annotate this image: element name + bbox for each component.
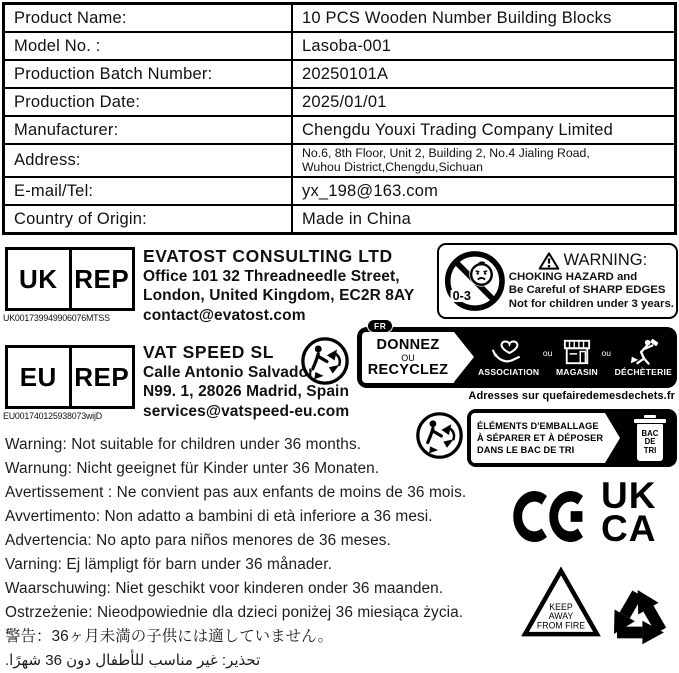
row-label: E-mail/Tel: bbox=[5, 178, 293, 204]
person-recycling-icon bbox=[624, 338, 662, 366]
ukca-bottom: CA bbox=[601, 508, 657, 549]
product-spec-table bbox=[2, 2, 677, 235]
keep-away-from-fire-icon bbox=[520, 566, 602, 638]
choking-line: Not for children under 3 years. bbox=[508, 297, 674, 310]
eu-rep-line: N99. 1, 28026 Madrid, Spain bbox=[143, 383, 350, 401]
bin-lid bbox=[634, 419, 666, 423]
uk-rep-code: UK001739949906076MTSS bbox=[3, 313, 110, 323]
choking-warning-box bbox=[437, 243, 678, 319]
emballage-line: DANS LE BAC DE TRI bbox=[477, 445, 575, 456]
table-row bbox=[5, 59, 674, 87]
donnez-recyclez-banner bbox=[357, 321, 677, 388]
row-label: Address: bbox=[5, 145, 293, 176]
emballage-line: À SÉPARER ET À DÉPOSER bbox=[477, 432, 604, 443]
warning-line-it: Avvertimento: Non adatto a bambini di età inferiore a 36 mesi. bbox=[5, 508, 433, 525]
adresses-footer-text: Adresses sur quefairedemesdechets.fr bbox=[468, 390, 675, 402]
magasin-option bbox=[556, 338, 598, 377]
fire-text-line: AWAY bbox=[548, 611, 574, 622]
uk-rep-line: Office 101 32 Threadneedle Street, bbox=[143, 268, 400, 285]
row-value: Chengdu Youxi Trading Company Limited bbox=[302, 120, 614, 139]
warning-line-ar: تحذير: غير مناسب للأطفال دون 36 شهرًا. bbox=[5, 652, 261, 669]
bin-label: DE bbox=[644, 437, 656, 447]
ce-mark-icon bbox=[513, 488, 589, 545]
age-range-text: 0-3 bbox=[452, 289, 471, 304]
row-value: Lasoba-001 bbox=[302, 36, 392, 55]
row-label: Production Date: bbox=[5, 89, 293, 115]
warning-line-fr: Avertissement : Ne convient pas aux enfants de moins de 36 mois. bbox=[5, 484, 467, 501]
arrow-tip bbox=[454, 332, 474, 382]
dechetterie-option bbox=[615, 338, 672, 377]
table-row bbox=[5, 5, 674, 31]
eu-rep-line: services@vatspeed-eu.com bbox=[143, 402, 350, 420]
table-row bbox=[5, 204, 674, 232]
warning-line-de: Warnung: Nicht geeignet für Kinder unter 36 Monaten. bbox=[5, 460, 380, 477]
bin-label: TRI bbox=[643, 445, 657, 455]
association-option bbox=[478, 338, 539, 377]
donnez-arrow-box bbox=[362, 332, 474, 383]
ou-line: OU bbox=[401, 352, 415, 363]
emballage-line: ÉLÉMENTS D'EMBALLAGE bbox=[477, 420, 599, 431]
donnez-options-row bbox=[478, 330, 672, 385]
uk-rep-info bbox=[143, 245, 414, 325]
uk-rep-right: REP bbox=[74, 263, 130, 294]
row-value: 10 PCS Wooden Number Building Blocks bbox=[302, 8, 612, 27]
address-line-1: No.6, 8th Floor, Unit 2, Building 2, No.4 Jialing Road, bbox=[302, 145, 590, 160]
eu-rep-left: EU bbox=[8, 348, 72, 406]
uk-rep-box bbox=[5, 247, 135, 311]
ukca-top: UK bbox=[601, 475, 657, 516]
recycling-symbol-icon bbox=[599, 570, 678, 652]
warning-line-pl: Ostrzeżenie: Nieodpowiednie dla dzieci poniżej 36 miesiąca życia. bbox=[5, 604, 464, 621]
row-value: Made in China bbox=[302, 209, 411, 228]
row-label: Production Batch Number: bbox=[5, 61, 293, 87]
triman-recycling-icon bbox=[300, 336, 350, 386]
association-label: ASSOCIATION bbox=[478, 367, 540, 377]
eu-rep-name: VAT SPEED SL bbox=[143, 342, 275, 362]
warning-line-nl: Waarschuwing: Niet geschikt voor kinderen onder 36 maanden. bbox=[5, 580, 444, 597]
row-value: 2025/01/01 bbox=[302, 92, 387, 111]
eu-rep-right: REP bbox=[74, 361, 130, 392]
row-label: Product Name: bbox=[5, 5, 293, 31]
no-children-0-3-icon bbox=[444, 250, 506, 312]
warning-line-es: Advertencia: No apto para niños menores de 36 meses. bbox=[5, 532, 391, 549]
recyclez-line: RECYCLEZ bbox=[367, 361, 449, 378]
address-line-2: Wuhou District,Chengdu,Sichuan bbox=[302, 159, 483, 174]
row-label: Country of Origin: bbox=[5, 206, 293, 232]
warning-line-ja: 警告：36ヶ月未満の子供には適していません。 bbox=[5, 628, 334, 645]
heart-in-hand-icon bbox=[490, 338, 528, 366]
table-row bbox=[5, 31, 674, 59]
ou-separator: ou bbox=[601, 347, 611, 358]
fr-badge: FR bbox=[367, 319, 393, 333]
uk-rep-name: EVATOST CONSULTING LTD bbox=[143, 246, 393, 266]
bin-handle bbox=[644, 415, 656, 418]
bin-label: BAC bbox=[641, 428, 659, 438]
warning-triangle-icon bbox=[538, 251, 560, 271]
eu-rep-code: EU001740125938073wijD bbox=[3, 411, 102, 421]
eu-rep-box bbox=[5, 345, 135, 409]
row-label: Model No. : bbox=[5, 33, 293, 59]
donnez-line: DONNEZ bbox=[376, 336, 440, 353]
donnez-arrow-text bbox=[362, 332, 454, 383]
ukca-mark bbox=[601, 475, 657, 549]
warning-title-row bbox=[509, 251, 676, 271]
magasin-label: MAGASIN bbox=[555, 367, 598, 377]
table-row bbox=[5, 115, 674, 143]
choking-warning-text bbox=[509, 251, 676, 312]
choking-line: CHOKING HAZARD and bbox=[508, 270, 638, 283]
warning-title: WARNING: bbox=[563, 251, 648, 270]
row-value bbox=[293, 145, 674, 176]
row-label: Manufacturer: bbox=[5, 117, 293, 143]
table-row bbox=[5, 87, 674, 115]
dechetterie-label: DÉCHÈTERIE bbox=[614, 367, 672, 377]
warning-line-en: Warning: Not suitable for children under 36 months. bbox=[5, 436, 362, 453]
eu-rep-line: Calle Antonio Salvador bbox=[143, 364, 315, 381]
row-value: 20250101A bbox=[302, 64, 389, 83]
uk-rep-line: contact@evatost.com bbox=[143, 306, 306, 324]
table-row-address bbox=[5, 143, 674, 176]
uk-rep-line: London, United Kingdom, EC2R 8AY bbox=[143, 287, 415, 305]
choking-line: Be Careful of SHARP EDGES bbox=[508, 284, 666, 297]
row-value: yx_198@163.com bbox=[302, 181, 439, 200]
fire-text-line: FROM FIRE bbox=[536, 620, 586, 631]
fire-text-line: KEEP bbox=[549, 601, 573, 612]
table-row bbox=[5, 176, 674, 204]
warning-line-sv: Varning: Ej lämpligt för barn under 36 månader. bbox=[5, 556, 332, 573]
storefront-icon bbox=[558, 338, 596, 366]
uk-rep-left: UK bbox=[8, 250, 72, 308]
ou-separator: ou bbox=[542, 347, 553, 358]
